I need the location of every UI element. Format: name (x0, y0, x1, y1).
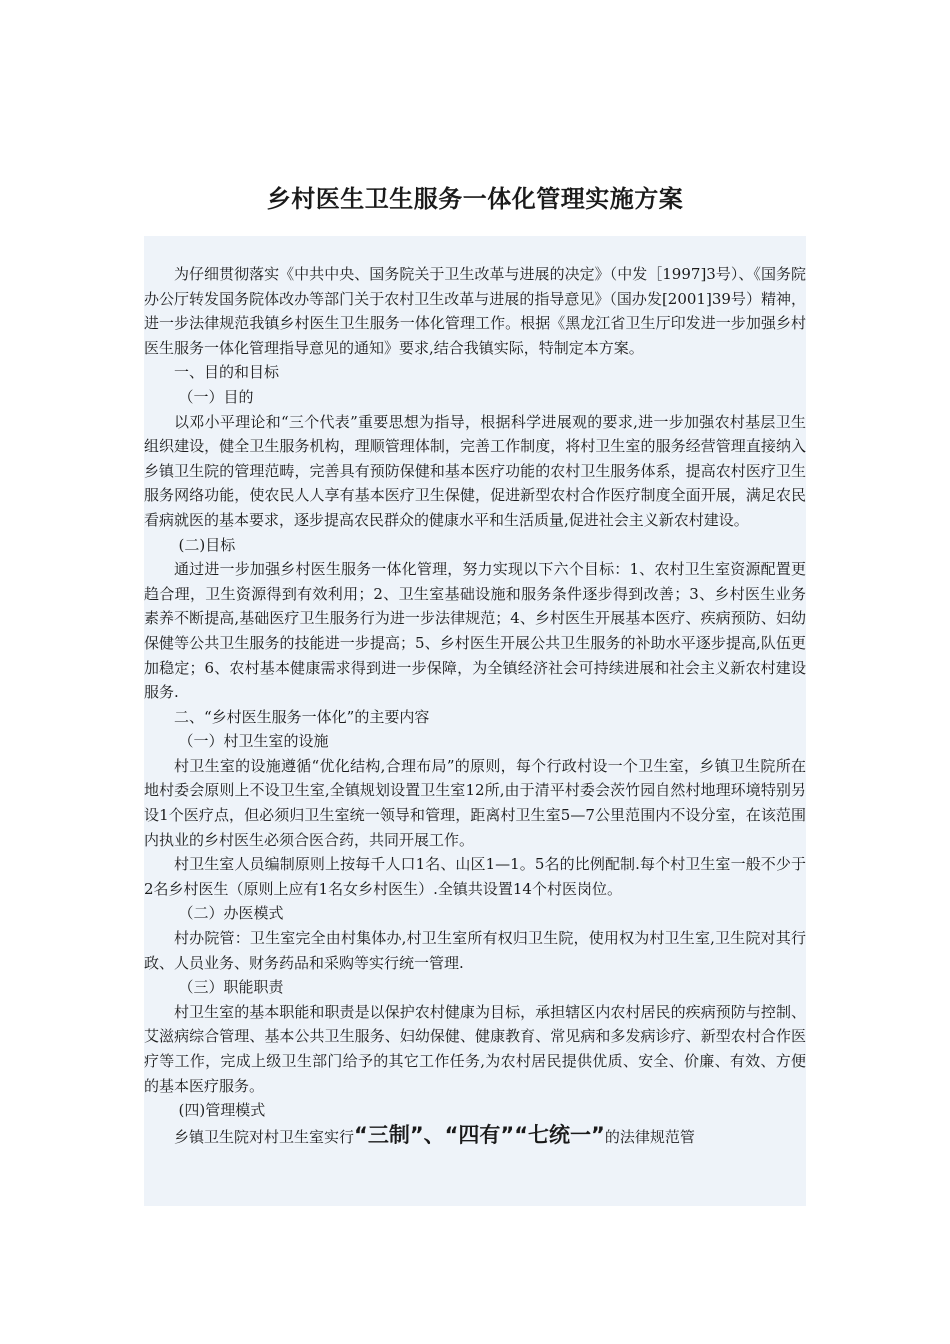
paragraph-purpose: 以邓小平理论和“三个代表”重要思想为指导，根据科学进展观的要求,进一步加强农村基层卫生组织建设，健全卫生服务机构，理顺管理体制，完善工作制度，将村卫生室的服务经营管理直接纳入乡镇卫生院的管理范畴，完善具有预防保健和基本医疗功能的农村卫生服务体系，提高农村医疗卫生服务网络功能，使农民人人享有基本医疗卫生保健，促进新型农村合作医疗制度全面开展，满足农民看病就医的基本要求，逐步提高农民群众的健康水平和生活质量,促进社会主义新农村建设。 (144, 412, 806, 529)
section-heading-1: 一、目的和目标 (174, 363, 280, 382)
management-emphasis: “三制”、“四有”“七统一” (354, 1122, 605, 1147)
paragraph-duties: 村卫生室的基本职能和职责是以保护农村健康为目标，承担辖区内农村居民的疾病预防与控制、艾滋病综合管理、基本公共卫生服务、妇幼保健、健康教育、常见病和多发病诊疗、新型农村合作医疗等工作，完成上级卫生部门给予的其它工作任务,为农村居民提供优质、安全、价廉、有效、方便的基本医疗服务。 (144, 1002, 806, 1095)
subsection-heading-management: (四)管理模式 (178, 1101, 266, 1120)
document-body (144, 236, 806, 1206)
subsection-heading-purpose: （一）目的 (178, 387, 254, 406)
subsection-heading-goals: (二)目标 (178, 535, 236, 554)
paragraph-goals: 通过进一步加强乡村医生服务一体化管理，努力实现以下六个目标：1、农村卫生室资源配置更趋合理，卫生资源得到有效利用；2、卫生室基础设施和服务条件逐步得到改善；3、乡村医生业务素养不断提高,基础医疗卫生服务行为进一步法律规范；4、乡村医生开展基本医疗、疾病预防、妇幼保健等公共卫生服务的技能进一步提高；5、乡村医生开展公共卫生服务的补助水平逐步提高,队伍更加稳定；6、农村基本健康需求得到进一步保障，为全镇经济社会可持续进展和社会主义新农村建设服务. (144, 560, 806, 702)
management-text-prefix: 乡镇卫生院对村卫生室实行 (174, 1127, 355, 1146)
subsection-heading-facilities: （一）村卫生室的设施 (178, 732, 329, 751)
section-heading-2: 二、“乡村医生服务一体化”的主要内容 (174, 707, 430, 726)
paragraph-facilities: 村卫生室的设施遵循“优化结构,合理布局”的原则，每个行政村设一个卫生室，乡镇卫生院所在地村委会原则上不设卫生室,全镇规划设置卫生室12所,由于清平村委会茨竹园自然村地理环境特别另设1个医疗点，但必须归卫生室统一领导和管理，距离村卫生室5—7公里范围内不设分室，在该范围内执业的乡村医生必须合医合药，共同开展工作。 (144, 756, 806, 849)
management-text-suffix: 的法律规范管 (604, 1127, 695, 1146)
paragraph-management (144, 1123, 806, 1150)
paragraph-model: 村办院管：卫生室完全由村集体办,村卫生室所有权归卫生院，使用权为村卫生室,卫生院对其行政、人员业务、财务药品和采购等实行统一管理. (144, 929, 806, 972)
paragraph-staffing: 村卫生室人员编制原则上按每千人口1名、山区1—1。5名的比例配制.每个村卫生室一般不少于2名乡村医生（原则上应有1名女乡村医生）.全镇共设置14个村医岗位。 (144, 855, 806, 898)
paragraph-intro: 为仔细贯彻落实《中共中央、国务院关于卫生改革与进展的决定》（中发［1997]3号）、《国务院办公厅转发国务院体改办等部门关于农村卫生改革与进展的指导意见》（国办发[2001]39号）精神，进一步法律规范我镇乡村医生卫生服务一体化管理工作。根据《黑龙江省卫生厅印发进一步加强乡村医生服务一体化管理指导意见的通知》要求,结合我镇实际，特制定本方案。 (144, 265, 806, 357)
subsection-heading-model: （二）办医模式 (178, 904, 284, 923)
subsection-heading-duties: （三）职能职责 (178, 978, 284, 997)
document-title: 乡村医生卫生服务一体化管理实施方案 (266, 185, 684, 213)
